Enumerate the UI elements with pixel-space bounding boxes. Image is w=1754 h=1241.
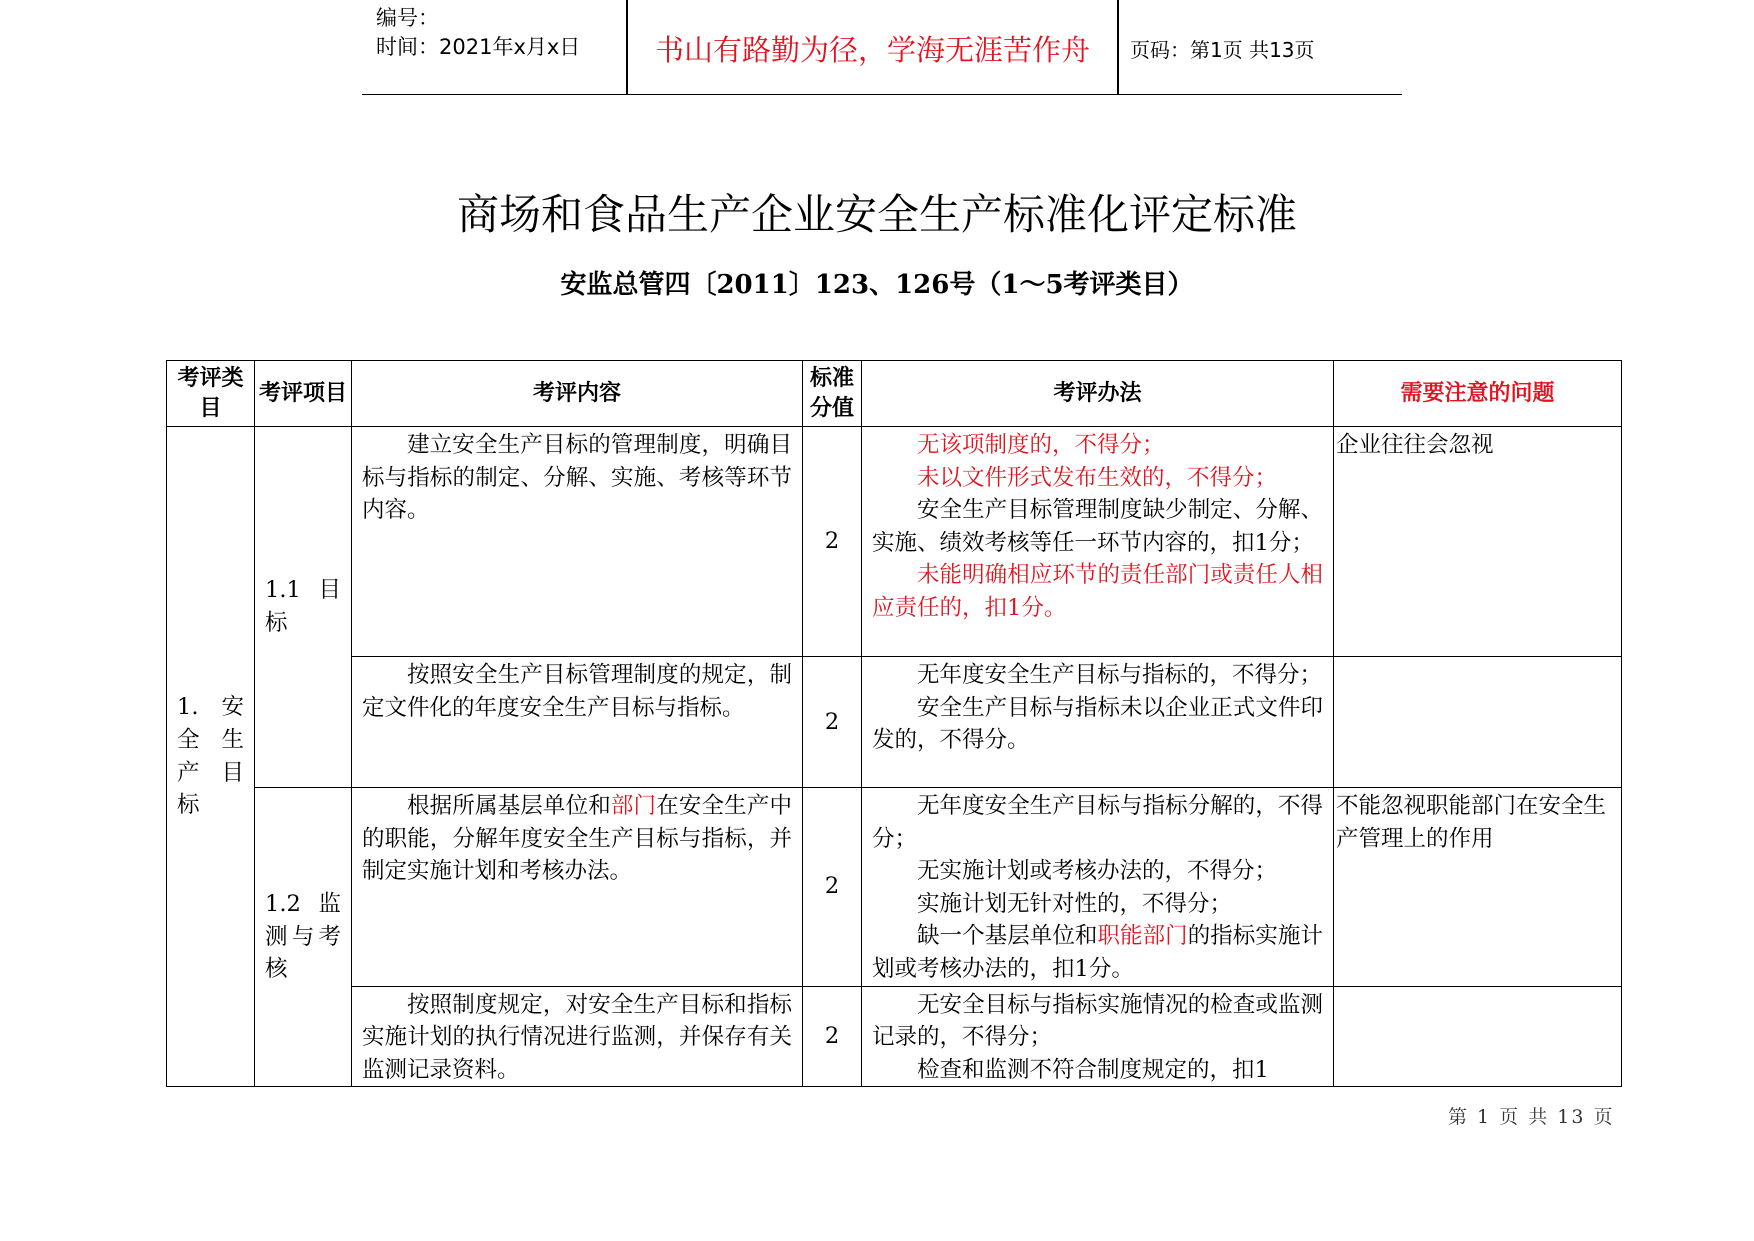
method-line: 无该项制度的，不得分； [917,432,1165,458]
table-row [167,788,1622,987]
method-line: 实施计划无针对性的，不得分； [917,890,1233,917]
item-cell: 1.1 目标 [255,427,352,788]
method-cell [862,427,1334,657]
method-text-part: 缺一个基层单位和 [917,923,1098,950]
document-title: 商场和食品生产企业安全生产标准化评定标准 [456,190,1297,239]
table-header-row [167,361,1622,427]
page-header [362,0,1402,95]
method-cell [862,986,1334,1087]
method-text-part: 的指标实施计划或考核办法的，扣1分。 [872,923,1323,982]
content-cell [352,788,803,987]
table-row [167,986,1622,1087]
method-line: 无实施计划或考核办法的，不得分； [917,858,1278,885]
method-cell [862,657,1334,788]
score-cell: 2 [803,427,862,657]
header-divider [1117,0,1119,94]
score-cell: 2 [803,986,862,1087]
header-method: 考评办法 [862,361,1334,427]
table-row [167,427,1622,657]
date-label: 时间：2021年x月x日 [376,35,581,59]
item-cell: 1.2 监测与考核 [255,788,352,1087]
header-item: 考评项目 [255,361,352,427]
page-footer: 第 1 页 共 13 页 [1448,1106,1615,1128]
note-cell [1334,986,1622,1087]
number-label: 编号： [376,6,439,30]
content-text: 建立安全生产目标的管理制度，明确目标与指标的制定、分解、实施、考核等环节内容。 [362,432,792,524]
method-line: 无安全目标与指标实施情况的检查或监测记录的，不得分； [872,991,1323,1051]
score-cell: 2 [803,788,862,987]
content-cell [352,657,803,788]
note-cell: 企业往往会忽视 [1334,427,1622,657]
note-cell [1334,657,1622,788]
method-line: 安全生产目标与指标未以企业正式文件印发的，不得分。 [872,694,1323,754]
header-content: 考评内容 [352,361,803,427]
content-highlight: 部门 [610,793,657,819]
method-line: 无年度安全生产目标与指标的，不得分； [917,662,1323,688]
method-line: 安全生产目标管理制度缺少制定、分解、实施、绩效考核等任一环节内容的，扣1分； [872,497,1323,556]
method-line: 未以文件形式发布生效的，不得分； [917,464,1278,491]
method-line: 未能明确相应环节的责任部门或责任人相应责任的，扣1分。 [872,562,1323,621]
content-text-part: 在安全生产中的职能，分解年度安全生产目标与指标，并制定实施计划和考核办法。 [362,793,792,885]
evaluation-table [166,360,1622,1087]
method-cell [862,788,1334,987]
content-cell [352,427,803,657]
table-row [167,657,1622,788]
content-text [362,790,792,888]
header-category: 考评类目 [167,361,255,427]
method-line: 无年度安全生产目标与指标分解的，不得分； [872,793,1323,852]
method-line: 检查和监测不符合制度规定的，扣1 [917,1056,1269,1083]
category-cell: 1. 安全生产目标 [167,427,255,1087]
method-line [872,920,1323,985]
method-highlight: 职能部门 [1097,923,1188,950]
content-text: 按照制度规定，对安全生产目标和指标实施计划的执行情况进行监测，并保存有关监测记录资料。 [362,991,792,1083]
content-text: 按照安全生产目标管理制度的规定，制定文件化的年度安全生产目标与指标。 [362,662,792,721]
content-cell [352,986,803,1087]
note-cell: 不能忽视职能部门在安全生产管理上的作用 [1334,788,1622,987]
header-notes: 需要注意的问题 [1334,361,1622,427]
content-text-part: 根据所属基层单位和 [407,793,611,819]
header-page-info: 页码：第1页 共13页 [1130,38,1315,62]
score-cell: 2 [803,657,862,788]
header-motto: 书山有路勤为径，学海无涯苦作舟 [654,33,1090,67]
header-score: 标准分值 [803,361,862,427]
document-subtitle: 安监总管四〔2011〕123、126号（1～5考评类目） [560,270,1194,300]
header-meta [376,4,580,62]
